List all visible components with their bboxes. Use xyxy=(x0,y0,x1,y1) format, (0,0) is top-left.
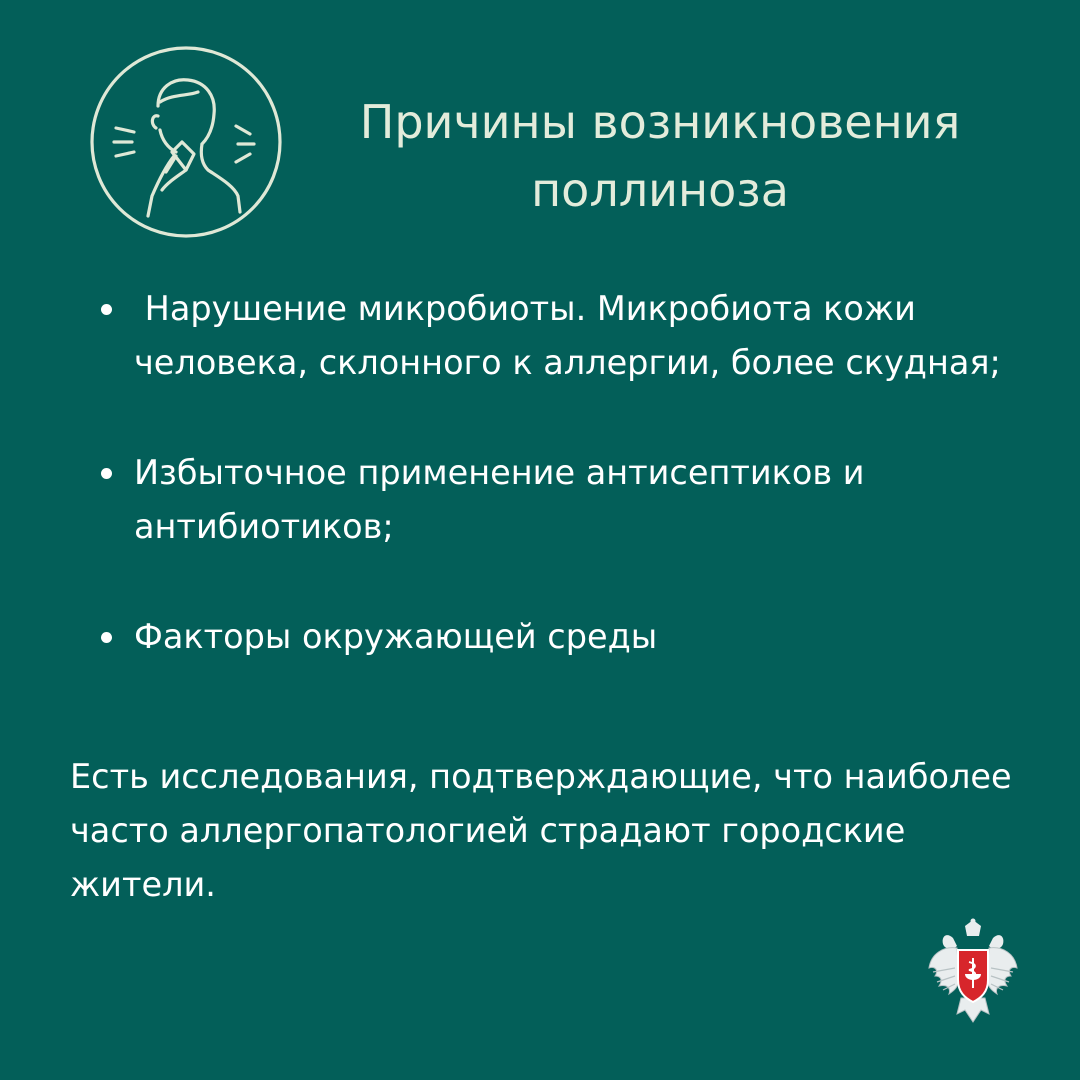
bullet-icon xyxy=(101,304,112,315)
list-item-text: Избыточное применение антисептиков и антибиотиков; xyxy=(134,453,865,546)
title-line-2: поллиноза xyxy=(531,163,789,217)
list-item xyxy=(98,610,1058,664)
closing-note: Есть исследования, подтверждающие, что наиболее часто аллергопатологией страдают городские жители. xyxy=(70,757,1012,904)
bullet-icon xyxy=(101,632,112,643)
title-line-1: Причины возникновения xyxy=(359,95,961,149)
list-item-text: Нарушение микробиоты. Микробиота кожи человека, склонного к аллергии, более скудная; xyxy=(134,289,1001,382)
bullet-icon xyxy=(101,468,112,479)
ministry-of-health-emblem xyxy=(925,918,1021,1028)
list-item xyxy=(98,282,1058,390)
page-title xyxy=(300,88,1020,224)
list-item xyxy=(98,446,1058,554)
list-item-text: Факторы окружающей среды xyxy=(134,617,658,656)
sneezing-person-icon xyxy=(88,44,284,240)
causes-list xyxy=(98,282,1058,664)
